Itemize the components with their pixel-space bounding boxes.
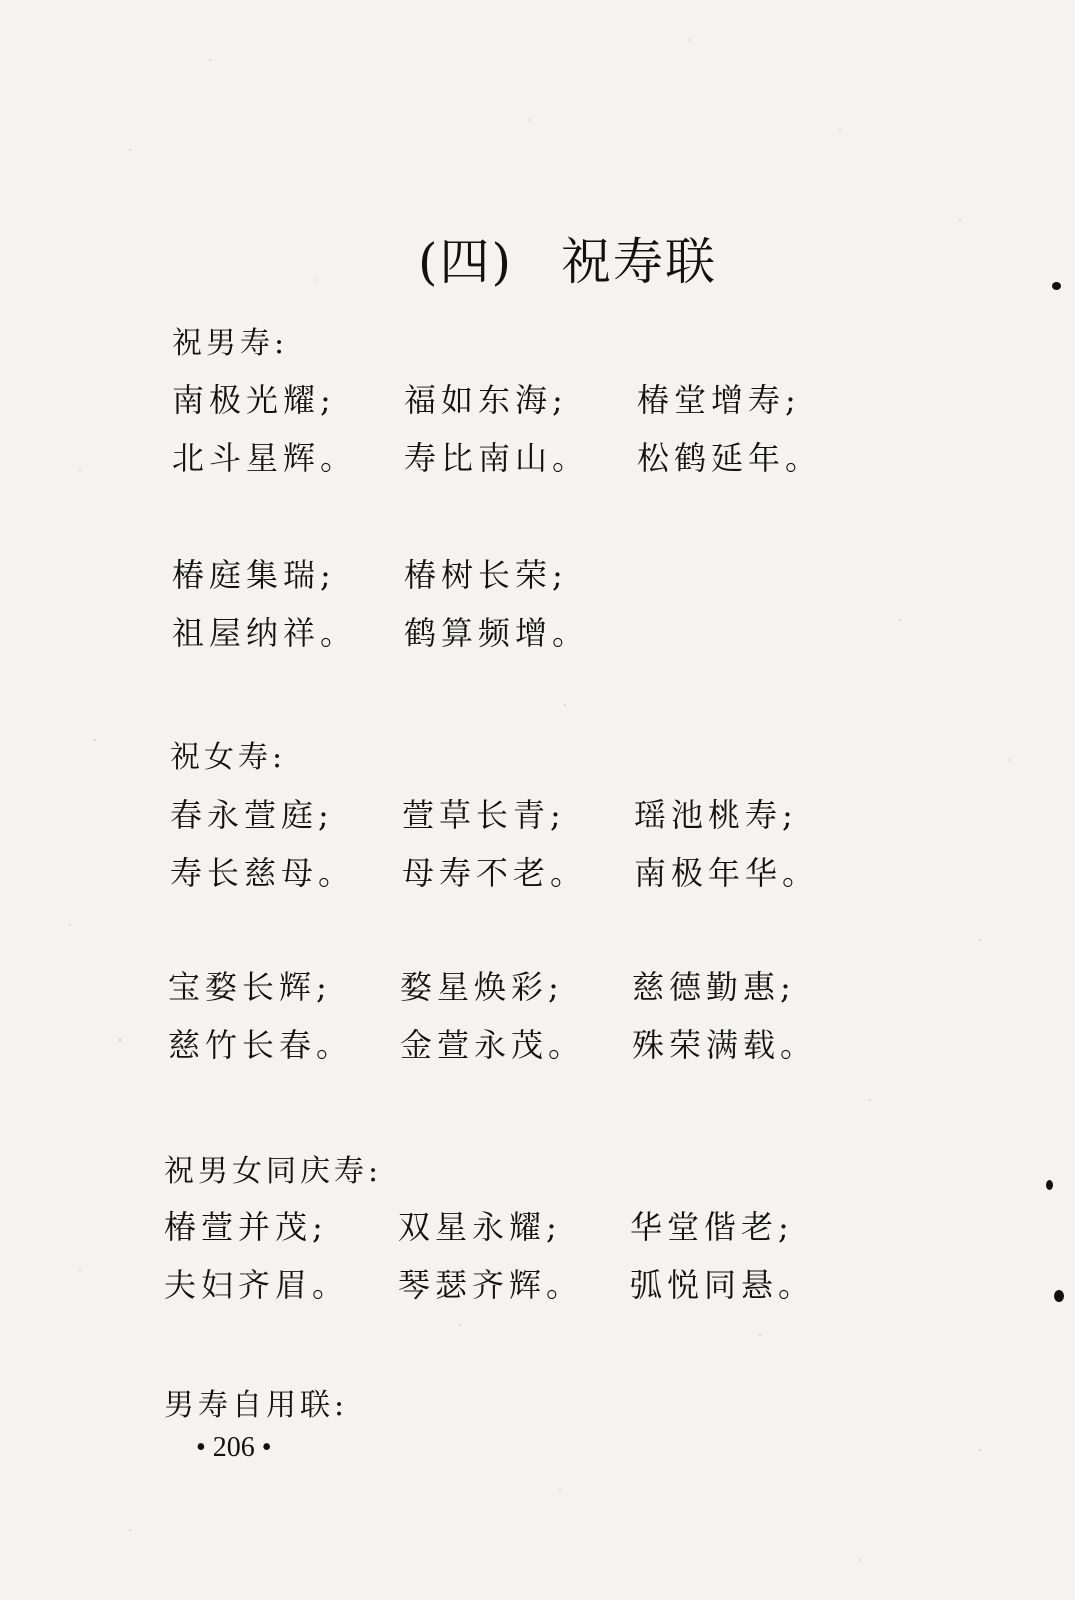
couplet-upper-line: 春永萱庭; (170, 796, 334, 834)
couplet-upper-line: 椿萱并茂; (164, 1208, 328, 1246)
couplet-lower-line: 殊荣满载。 (632, 1026, 818, 1064)
couplet-upper-line: 慈德勤惠; (632, 968, 796, 1006)
couplet-lower-line: 北斗星辉。 (172, 439, 358, 477)
couplet-upper-line: 瑶池桃寿; (634, 796, 798, 834)
couplet-lower-line: 母寿不老。 (402, 854, 588, 892)
couplet-lower-line: 寿长慈母。 (170, 854, 356, 892)
title-number: (四) (418, 233, 514, 291)
section-heading: 祝男寿: (172, 326, 289, 361)
couplet-lower-line: 琴瑟齐辉。 (398, 1266, 584, 1304)
edge-mark-top (1052, 282, 1061, 290)
page-title (418, 222, 717, 294)
couplet-lower-line: 松鹤延年。 (637, 439, 823, 477)
couplet-upper-line: 萱草长青; (402, 796, 566, 834)
couplet-lower-line: 慈竹长春。 (168, 1026, 354, 1064)
edge-mark-middle (1046, 1180, 1053, 1190)
section-heading: 祝女寿: (170, 740, 287, 775)
couplet-upper-line: 双星永耀; (398, 1208, 562, 1246)
couplet-lower-line: 弧悦同悬。 (630, 1266, 816, 1304)
section-heading: 祝男女同庆寿: (164, 1154, 383, 1189)
section-heading: 男寿自用联: (164, 1388, 349, 1423)
couplet-lower-line: 寿比南山。 (404, 439, 590, 477)
couplet-upper-line: 华堂偕老; (630, 1208, 794, 1246)
couplet-lower-line: 鹤算频增。 (404, 614, 590, 652)
title-text: 祝寿联 (561, 233, 718, 291)
couplet-upper-line: 福如东海; (404, 381, 568, 419)
couplet-upper-line: 宝婺长辉; (168, 968, 332, 1006)
couplet-lower-line: 金萱永茂。 (400, 1026, 586, 1064)
couplet-lower-line: 祖屋纳祥。 (172, 614, 358, 652)
couplet-upper-line: 椿庭集瑞; (172, 556, 336, 594)
couplet-upper-line: 椿树长荣; (404, 556, 568, 594)
couplet-upper-line: 椿堂增寿; (637, 381, 801, 419)
couplet-lower-line: 夫妇齐眉。 (164, 1266, 350, 1304)
couplet-upper-line: 南极光耀; (172, 381, 336, 419)
page-number: • 206 • (196, 1432, 272, 1463)
edge-mark-bottom (1054, 1290, 1064, 1302)
couplet-lower-line: 南极年华。 (634, 854, 820, 892)
couplet-upper-line: 婺星焕彩; (400, 968, 564, 1006)
